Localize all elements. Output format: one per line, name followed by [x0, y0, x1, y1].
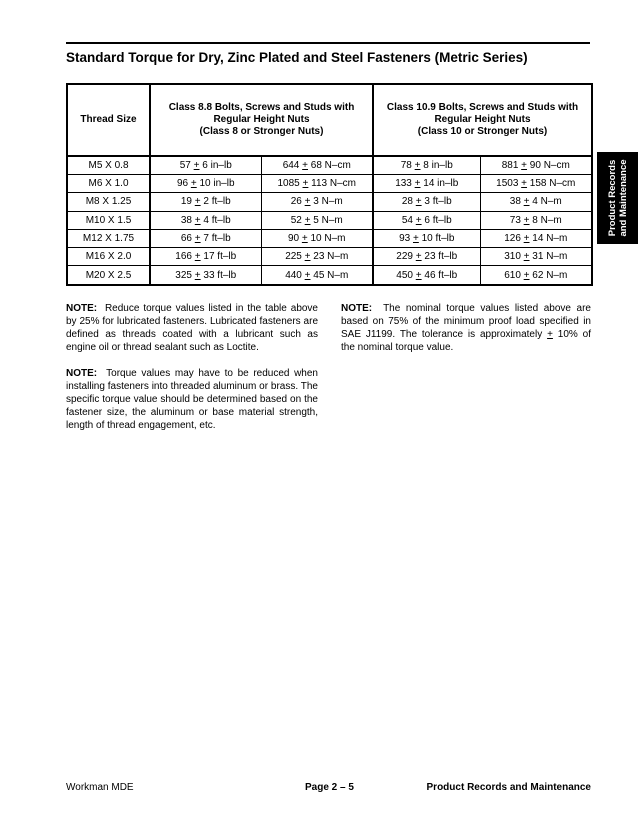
thread-size-cell: M16 X 2.0 — [67, 248, 150, 266]
class-8-8-header: Class 8.8 Bolts, Screws and Studs with Regular Height Nuts (Class 8 or Stronger Nuts) — [150, 84, 373, 156]
thread-size-cell: M20 X 2.5 — [67, 266, 150, 285]
torque-value-cell: 325 + 33 ft–lb — [150, 266, 261, 285]
thread-size-cell: M12 X 1.75 — [67, 229, 150, 247]
table-row — [67, 175, 592, 193]
torque-value-cell: 450 + 46 ft–lb — [373, 266, 480, 285]
side-tab-label — [607, 159, 629, 236]
thread-size-cell: M8 X 1.25 — [67, 193, 150, 211]
table-row — [67, 211, 592, 229]
side-tab — [597, 152, 638, 244]
notes-right-column — [341, 302, 591, 367]
class-10-9-header: Class 10.9 Bolts, Screws and Studs with Regular Height Nuts (Class 10 or Stronger Nuts) — [373, 84, 592, 156]
torque-value-cell: 19 + 2 ft–lb — [150, 193, 261, 211]
torque-value-cell: 881 + 90 N–cm — [480, 156, 592, 175]
footer-section-name: Product Records and Maintenance — [426, 782, 591, 793]
table-row — [67, 156, 592, 175]
torque-value-cell: 225 + 23 N–m — [261, 248, 373, 266]
torque-value-cell: 28 + 3 ft–lb — [373, 193, 480, 211]
torque-value-cell: 66 + 7 ft–lb — [150, 229, 261, 247]
footer-manual-name: Workman MDE — [66, 782, 134, 793]
torque-value-cell: 310 + 31 N–m — [480, 248, 592, 266]
thread-size-cell: M6 X 1.0 — [67, 175, 150, 193]
torque-value-cell: 440 + 45 N–m — [261, 266, 373, 285]
torque-value-cell: 54 + 6 ft–lb — [373, 211, 480, 229]
page-title: Standard Torque for Dry, Zinc Plated and Steel Fasteners (Metric Series) — [66, 50, 528, 65]
table-row — [67, 248, 592, 266]
table-row — [67, 229, 592, 247]
torque-value-cell: 57 + 6 in–lb — [150, 156, 261, 175]
torque-value-cell: 78 + 8 in–lb — [373, 156, 480, 175]
torque-value-cell: 38 + 4 N–m — [480, 193, 592, 211]
torque-value-cell: 52 + 5 N–m — [261, 211, 373, 229]
torque-value-cell: 93 + 10 ft–lb — [373, 229, 480, 247]
torque-table-body — [67, 156, 592, 285]
side-tab-line2: and Maintenance — [617, 159, 629, 237]
torque-value-cell: 229 + 23 ft–lb — [373, 248, 480, 266]
torque-value-cell: 1085 + 113 N–cm — [261, 175, 373, 193]
side-tab-line1: Product Records — [606, 159, 618, 237]
torque-value-cell: 644 + 68 N–cm — [261, 156, 373, 175]
notes-left-column — [66, 302, 318, 445]
torque-table — [66, 83, 593, 286]
thread-size-cell: M10 X 1.5 — [67, 211, 150, 229]
note-aluminum: NOTE: Torque values may have to be reduced when installing fasteners into threaded aluminum or brass. The specific torque value should be determined based on the fastener size, the aluminum or base material strength, length of thread engagement, etc. — [66, 368, 318, 431]
torque-value-cell: 96 + 10 in–lb — [150, 175, 261, 193]
torque-value-cell: 38 + 4 ft–lb — [150, 211, 261, 229]
table-row — [67, 193, 592, 211]
torque-value-cell: 26 + 3 N–m — [261, 193, 373, 211]
torque-value-cell: 73 + 8 N–m — [480, 211, 592, 229]
torque-value-cell: 166 + 17 ft–lb — [150, 248, 261, 266]
thread-size-header: Thread Size — [67, 84, 150, 156]
torque-value-cell: 133 + 14 in–lb — [373, 175, 480, 193]
torque-value-cell: 610 + 62 N–m — [480, 266, 592, 285]
torque-value-cell: 90 + 10 N–m — [261, 229, 373, 247]
torque-value-cell: 1503 + 158 N–cm — [480, 175, 592, 193]
top-rule — [66, 42, 590, 44]
table-header-row — [67, 84, 592, 156]
note-lubricated: NOTE: Reduce torque values listed in the table above by 25% for lubricated fasteners. Lubricated fasteners are defined as threads coated with a lubricant such as engine oil or thread sealant such as Loctite. — [66, 303, 318, 353]
thread-size-cell: M5 X 0.8 — [67, 156, 150, 175]
torque-value-cell: 126 + 14 N–m — [480, 229, 592, 247]
note-nominal: NOTE: The nominal torque values listed above are based on 75% of the minimum proof load specified in SAE J1199. The tolerance is approximately + 10% of the nominal torque value. — [341, 303, 591, 353]
footer-page-number: Page 2 – 5 — [305, 782, 354, 793]
table-row — [67, 266, 592, 285]
